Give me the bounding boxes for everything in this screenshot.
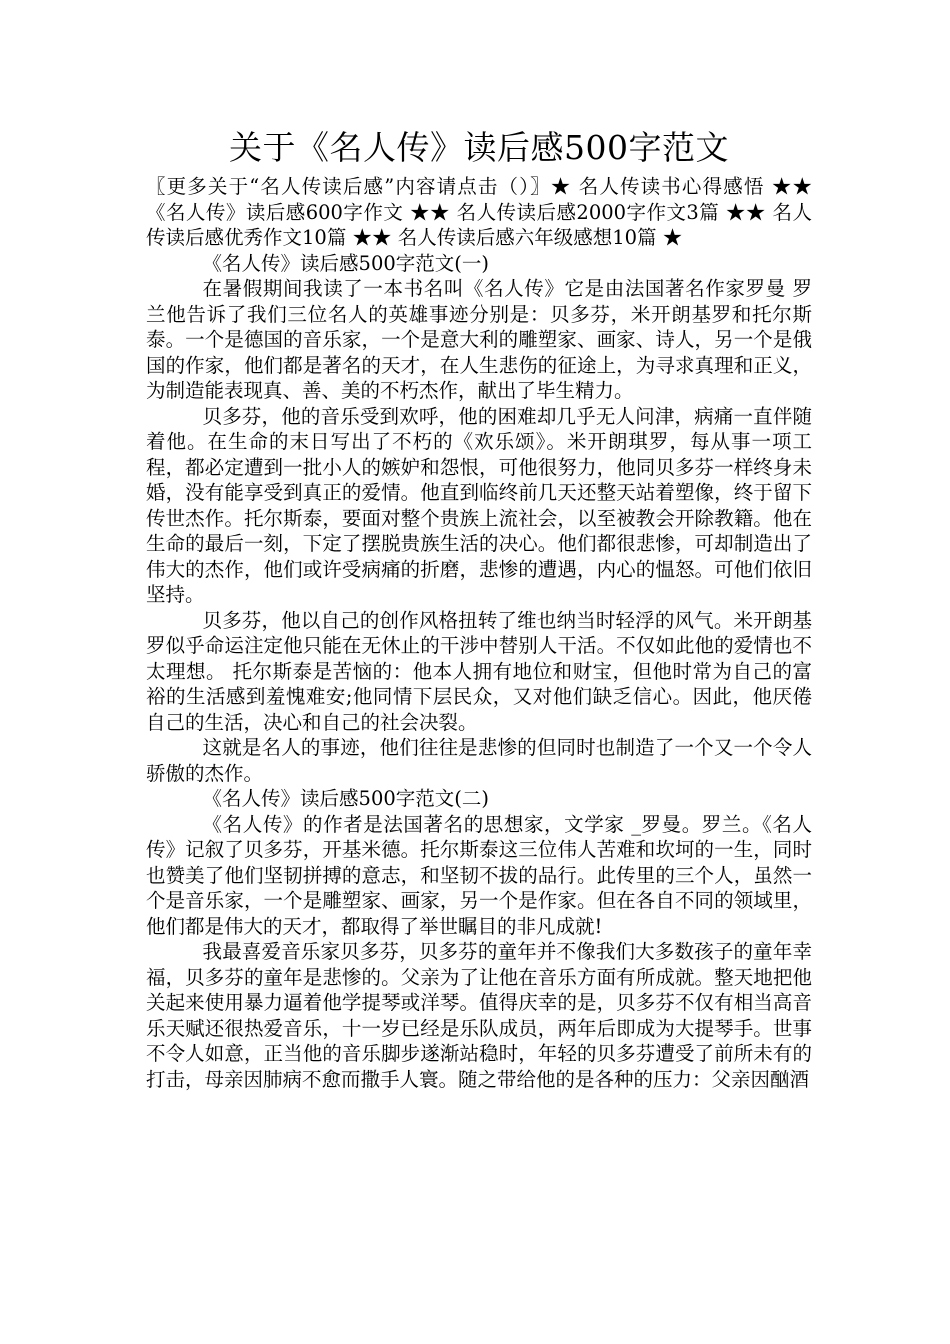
section-1-paragraph: 贝多芬，他的音乐受到欢呼，他的困难却几乎无人问津，病痛一直伴随着他。在生命的末日写出了不朽的《欢乐颂》。米开朗琪罗，每从事一项工程，都必定遭到一批小人的嫉妒和怨恨，可他很努力，他同贝多芬一样终身未婚，没有能享受到真正的爱情。他直到临终前几天还整天站着塑像，终于留下传世杰作。托尔斯泰，要面对整个贵族上流社会，以至被教会开除教籍。他在生命的最后一刻，下定了摆脱贵族生活的决心。他们都很悲惨，可却制造出了伟大的杰作，他们或许受病痛的折磨，悲惨的遭遇，内心的愠怒。可他们依旧坚持。	[146, 404, 812, 606]
document-page	[146, 126, 812, 1092]
section-1-heading: 《名人传》读后感500字范文(一)	[202, 251, 489, 275]
document-title: 关于《名人传》读后感500字范文	[229, 128, 729, 167]
section-2-paragraph: 《名人传》的作者是法国著名的思想家，文学家 _罗曼。罗兰。《名人传》记叙了贝多芬，开基米德。托尔斯泰这三位伟人苦难和坎坷的一生，同时也赞美了他们坚韧拼搏的意志，和坚韧不拔的品行。此传里的三个人，虽然一个是音乐家，一个是雕塑家、画家，另一个是作家。但在各自不同的领域里，他们都是伟大的天才，都取得了举世瞩目的非凡成就!	[146, 812, 812, 938]
intro-links-paragraph: 〖更多关于“名人传读后感”内容请点击（）〗★ 名人传读书心得感悟 ★★ 《名人传》读后感600字作文 ★★ 名人传读后感2000字作文3篇 ★★ 名人传读后感优秀作文10篇 ★★ 名人传读后感六年级感想10篇 ★	[146, 175, 812, 249]
section-1-paragraph: 这就是名人的事迹，他们往往是悲惨的但同时也制造了一个又一个令人骄傲的杰作。	[146, 736, 812, 785]
section-1-paragraph: 在暑假期间我读了一本书名叫《名人传》它是由法国著名作家罗曼 罗兰他告诉了我们三位名人的英雄事迹分别是：贝多芬，米开朗基罗和托尔斯泰。一个是德国的音乐家，一个是意大利的雕塑家、画家、诗人，另一个是俄国的作家，他们都是著名的天才，在人生悲伤的征途上，为寻求真理和正义，为制造能表现真、善、美的不朽杰作，献出了毕生精力。	[146, 277, 812, 402]
section-2-heading: 《名人传》读后感500字范文(二)	[202, 787, 489, 810]
document-body	[146, 174, 812, 1092]
section-1-paragraph: 贝多芬，他以自己的创作风格扭转了维也纳当时轻浮的风气。米开朗基罗似乎命运注定他只能在无休止的干涉中替别人干活。不仅如此他的爱情也不太理想。 托尔斯泰是苦恼的：他本人拥有地位和财宝，但他时常为自己的富裕的生活感到羞愧难安;他同情下层民众，又对他们缺乏信心。因此，他厌倦自己的生活，决心和自己的社会决裂。	[146, 608, 812, 734]
section-2-paragraph: 我最喜爱音乐家贝多芬，贝多芬的童年并不像我们大多数孩子的童年幸福，贝多芬的童年是悲惨的。父亲为了让他在音乐方面有所成就。整天地把他关起来使用暴力逼着他学提琴或洋琴。值得庆幸的是，贝多芬不仅有相当高音乐天赋还很热爱音乐，十一岁已经是乐队成员，两年后即成为大提琴手。世事不令人如意，正当他的音乐脚步遂渐站稳时，年轻的贝多芬遭受了前所未有的打击，母亲因肺病不愈而撒手人寰。随之带给他的是各种的压力：父亲因酗酒	[146, 940, 812, 1091]
